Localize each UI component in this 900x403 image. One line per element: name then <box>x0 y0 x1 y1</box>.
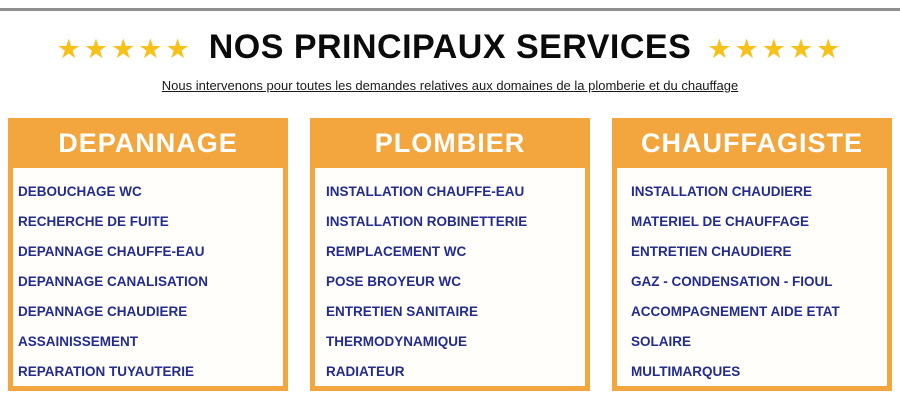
service-item[interactable]: DEPANNAGE CHAUDIERE <box>18 304 188 319</box>
card-header-plombier: PLOMBIER <box>374 128 526 158</box>
star-rating-icon-left: ★★★★★ <box>56 33 193 64</box>
service-item[interactable]: DEPANNAGE CHAUFFE-EAU <box>18 244 205 259</box>
star-rating-icon-right: ★★★★★ <box>707 33 844 64</box>
service-card-plombier <box>310 118 590 391</box>
title-row <box>0 28 900 67</box>
service-item[interactable]: REMPLACEMENT WC <box>326 244 467 259</box>
service-item[interactable]: ENTRETIEN CHAUDIERE <box>631 244 792 259</box>
card-header-chauffagiste: CHAUFFAGISTE <box>640 128 863 158</box>
service-item[interactable]: MATERIEL DE CHAUFFAGE <box>631 214 810 229</box>
service-item[interactable]: REPARATION TUYAUTERIE <box>18 364 195 379</box>
service-item[interactable]: MULTIMARQUES <box>631 364 741 379</box>
service-item[interactable]: GAZ - CONDENSATION - FIOUL <box>631 274 833 289</box>
card-header-depannage: DEPANNAGE <box>58 128 238 158</box>
service-columns <box>8 118 892 391</box>
service-card-depannage <box>8 118 288 391</box>
top-divider <box>0 8 900 11</box>
service-item[interactable]: RECHERCHE DE FUITE <box>18 214 169 229</box>
service-item[interactable]: ASSAINISSEMENT <box>18 334 139 349</box>
service-item[interactable]: ENTRETIEN SANITAIRE <box>326 304 479 319</box>
service-item[interactable]: INSTALLATION CHAUFFE-EAU <box>326 184 525 199</box>
service-item[interactable]: INSTALLATION ROBINETTERIE <box>326 214 528 229</box>
service-card-chauffagiste <box>612 118 892 391</box>
subtitle-row <box>0 77 900 95</box>
card-body-plombier <box>315 168 585 386</box>
service-item[interactable]: ACCOMPAGNEMENT AIDE ETAT <box>631 304 840 319</box>
page-title: NOS PRINCIPAUX SERVICES <box>208 28 692 66</box>
card-body-chauffagiste <box>617 168 887 386</box>
service-item[interactable]: DEBOUCHAGE WC <box>18 184 142 199</box>
service-item[interactable]: DEPANNAGE CANALISATION <box>18 274 209 289</box>
service-item[interactable]: POSE BROYEUR WC <box>326 274 462 289</box>
service-item[interactable]: SOLAIRE <box>631 334 692 349</box>
subtitle: Nous intervenons pour toutes les demandes relatives aux domaines de la plomberie et du chauffage <box>161 78 739 93</box>
service-item[interactable]: INSTALLATION CHAUDIERE <box>631 184 812 199</box>
service-item[interactable]: RADIATEUR <box>326 364 405 379</box>
card-body-depannage <box>13 168 283 386</box>
service-item[interactable]: THERMODYNAMIQUE <box>326 334 467 349</box>
